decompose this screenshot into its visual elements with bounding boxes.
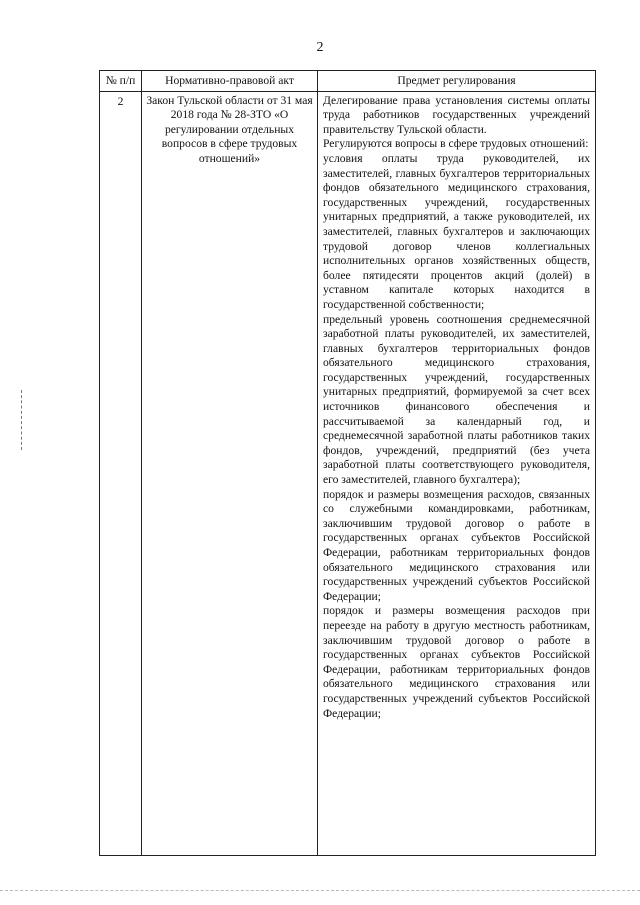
row-subject <box>318 91 596 855</box>
header-legal-act: Нормативно-правовой акт <box>142 71 318 92</box>
subject-paragraph: порядок и размеры возмещения расходов, связанных со служебными командировками, работникам, заключившим трудовой договор о работе в государственных органах субъектов Российской Федерации, работникам территориальных фондов обязательного медицинского страхования или государственных учреждений субъектов Российской Федерации; <box>323 487 590 603</box>
subject-paragraph: Регулируются вопросы в сфере трудовых отношений: <box>323 137 589 151</box>
table-header-row <box>100 71 596 92</box>
table-row <box>100 91 596 855</box>
scan-footer-line <box>0 890 640 897</box>
subject-paragraph: порядок и размеры возмещения расходов при переезде на работу в другую местность работникам, заключившим трудовой договор о работе в государственных органах субъектов Российской Федерации, работникам территориальных фондов обязательного медицинского страхования или государственных учреждений субъектов Российской Федерации; <box>323 604 590 720</box>
subject-paragraph: Делегирование права установления системы оплаты труда работников государственных учреждений правительству Тульской области. <box>323 93 590 136</box>
subject-paragraph: условия оплаты труда руководителей, их заместителей, главных бухгалтеров территориальных фондов обязательного медицинского страхования, государственных учреждений, государственных унитарных предприятий, а также руководителей, их заместителей, главных бухгалтеров и заключающих трудовой договор членов коллегиальных исполнительных органов хозяйственных обществ, более пятидесяти процентов акций (долей) в уставном капитале которых находится в государственной собственности; <box>323 151 590 311</box>
margin-scan-line <box>21 390 22 450</box>
subject-paragraph: предельный уровень соотношения среднемесячной заработной платы руководителей, их заместителей, главных бухгалтеров территориальных фондов обязательного медицинского страхования, государственных учреждений, государственных унитарных предприятий, формируемой за счет всех источников финансового обеспечения и рассчитываемой за календарный год, и среднемесячной заработной платы работников таких фондов, учреждений, предприятий (без учета заработной платы соответствующего руководителя, его заместителей, главного бухгалтера); <box>323 312 590 487</box>
row-legal-act: Закон Тульской области от 31 мая 2018 года № 28-ЗТО «О регулировании отдельных вопросов в сфере трудовых отношений» <box>142 91 318 855</box>
header-number: № п/п <box>100 71 142 92</box>
page-number: 2 <box>316 40 324 55</box>
header-subject: Предмет регулирования <box>318 71 596 92</box>
row-number: 2 <box>100 91 142 855</box>
regulation-table <box>99 70 596 856</box>
